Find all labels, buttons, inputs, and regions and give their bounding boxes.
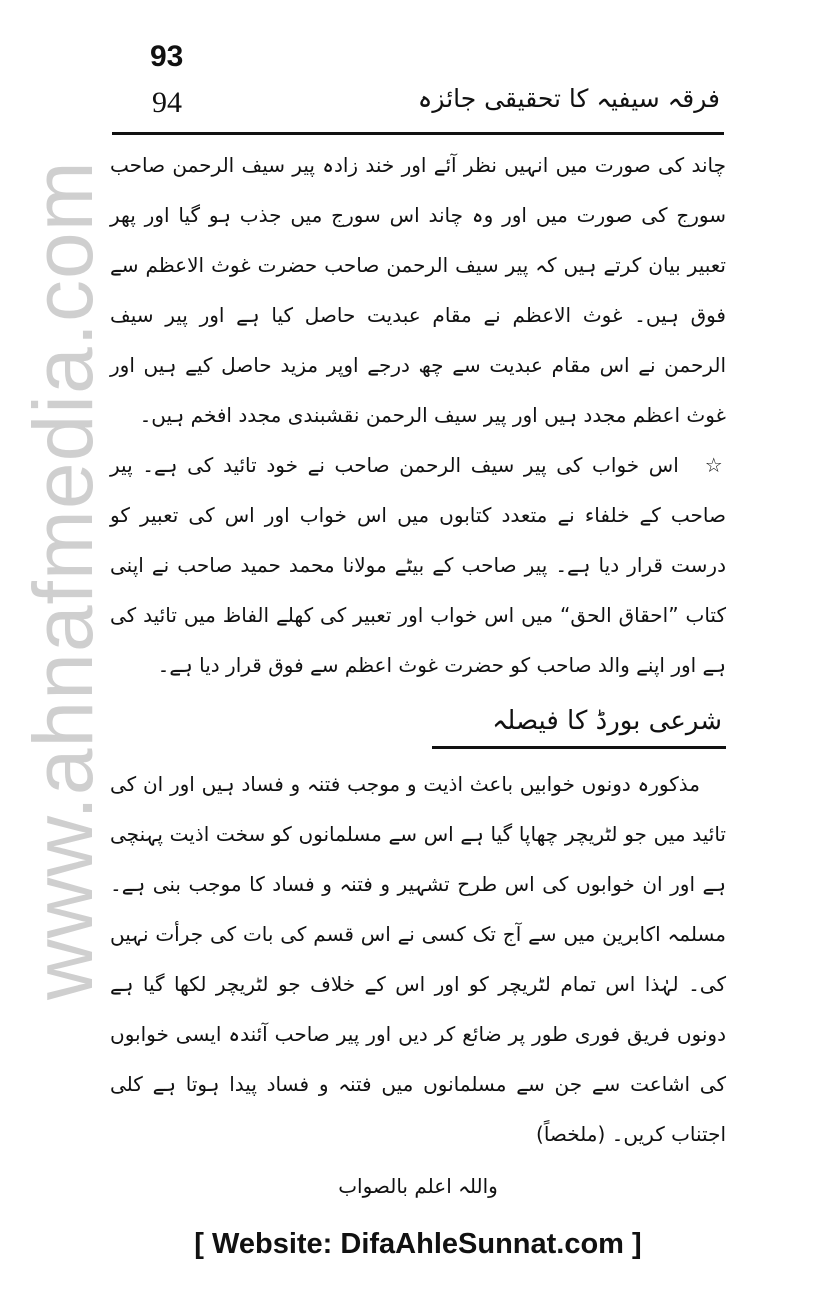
paragraph-2 (110, 440, 726, 690)
closing-phrase: واللہ اعلم بالصواب (338, 1174, 498, 1198)
page-number-top: 93 (150, 40, 184, 73)
running-header (112, 82, 724, 135)
watermark-text: www.ahnafmedia.com (16, 160, 110, 1000)
website-footer: [ Website: DifaAhleSunnat.com ] (194, 1228, 642, 1260)
page-body (110, 140, 726, 1211)
paragraph-3: مذکورہ دونوں خوابیں باعث اذیت و موجب فتنہ و فساد ہیں اور ان کی تائید میں جو لٹریچر چھاپا گیا ہے اس سے مسلمانوں کو سخت اذیت پہنچی ہے اور ان خوابوں کی اس طرح تشہیر و فتنہ و فساد کا موجب بنی ہے۔ مسلمہ اکابرین میں سے آج تک کسی نے اس قسم کی بات کی جرأت نہیں کی۔ لہٰذا اس تمام لٹریچر کو اور اس کے خلاف جو لٹریچر لکھا گیا ہے دونوں فریق فوری طور پر ضائع کر دیں اور پیر صاحب آئندہ ایسی خوابوں کی اشاعت سے جن سے مسلمانوں میں فتنہ و فساد پیدا ہوتا ہے کلی اجتناب کریں۔ (ملخصاً) (110, 772, 726, 1146)
section-heading-text: شرعی بورڈ کا فیصلہ (432, 698, 726, 749)
section-heading (110, 698, 726, 749)
paragraph-2-text: اس خواب کی پیر سیف الرحمن صاحب نے خود تائید کی ہے۔ پیر صاحب کے خلفاء نے متعدد کتابوں میں اس خواب اور اس کی تعبیر کو درست قرار دیا ہے۔ پیر صاحب کے بیٹے مولانا محمد حمید صاحب نے اپنی کتاب ”احقاق الحق“ میں اس خواب اور تعبیر کی کھلے الفاظ میں تائید کی ہے اور اپنے والد صاحب کو حضرت غوث اعظم سے فوق قرار دیا ہے۔ (110, 453, 726, 677)
book-page-number: 94 (152, 86, 182, 119)
book-title: فرقہ سیفیہ کا تحقیقی جائزہ (417, 84, 720, 113)
star-icon: ☆ (704, 453, 726, 477)
paragraph-1: چاند کی صورت میں انہیں نظر آئے اور خند زادہ پیر سیف الرحمن صاحب سورج کی صورت میں اور وہ چاند اس سورج میں جذب ہو گیا اور پھر تعبیر بیان کرتے ہیں کہ پیر سیف الرحمن صاحب حضرت غوث الاعظم سے فوق ہیں۔ غوث الاعظم نے مقام عبدیت حاصل کیا ہے اور پیر سیف الرحمن نے اس مقام عبدیت سے چھ درجے اوپر مزید حاصل کیے ہیں اور غوث اعظم مجدد ہیں اور پیر سیف الرحمن نقشبندی مجدد افخم ہیں۔ (110, 153, 726, 427)
